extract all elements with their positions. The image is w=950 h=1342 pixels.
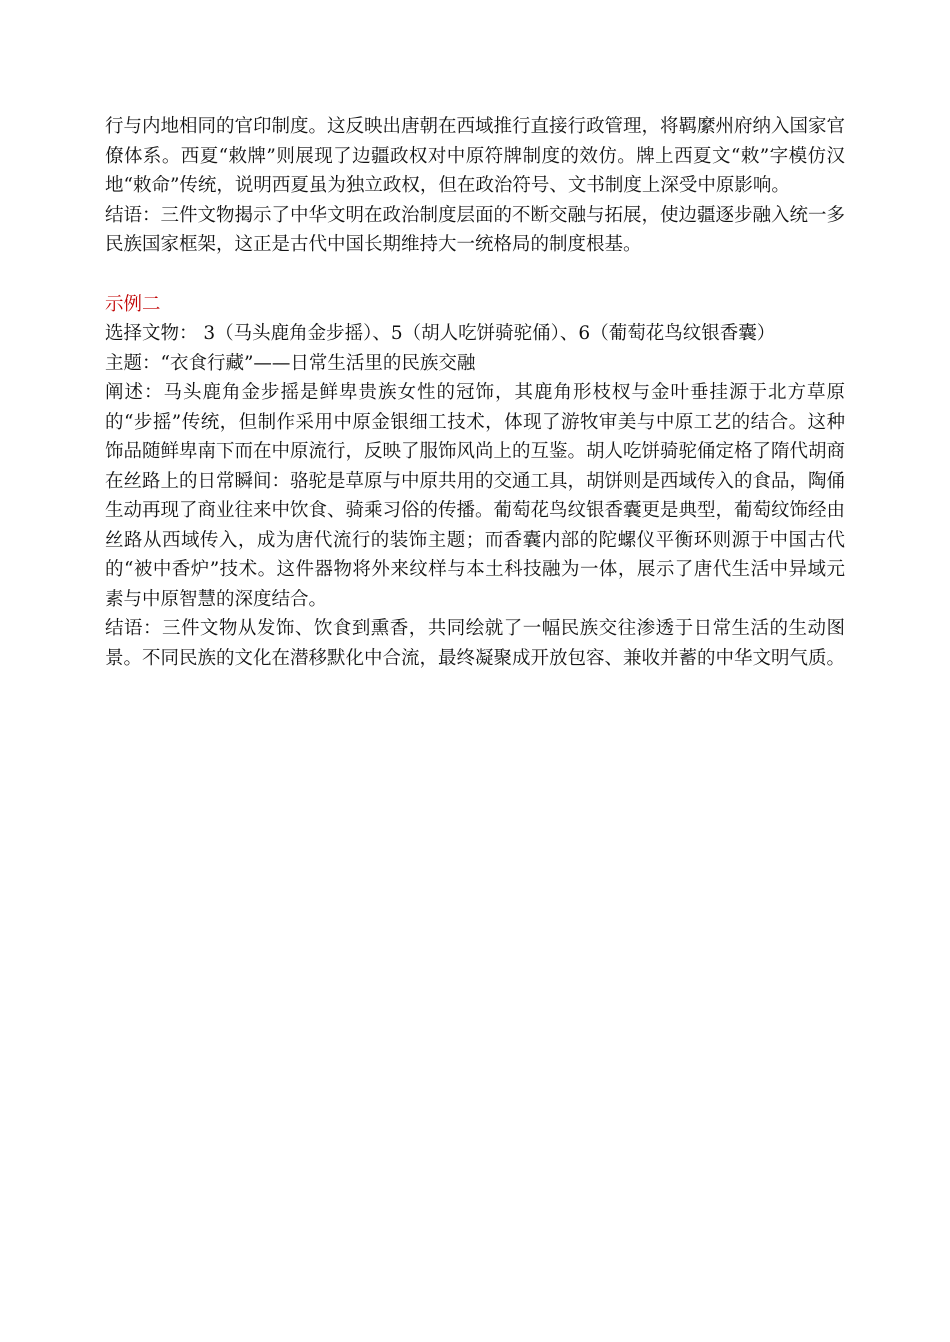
theme-line: 主题：“衣食行藏”——日常生活里的民族交融 (105, 352, 476, 374)
document-page (105, 112, 845, 673)
section2-conclusion: 结语：三件文物从发饰、饮食到熏香，共同绘就了一幅民族交往渗透于日常生活的生动图景。不同民族的文化在潜移默化中合流，最终凝聚成开放包容、兼收并蓄的中华文明气质。 (105, 618, 846, 669)
example-two-heading: 示例二 (105, 293, 161, 315)
section1-paragraph-continued: 行与内地相同的官印制度。这反映出唐朝在西域推行直接行政管理，将羁縻州府纳入国家官僚体系。西夏“敕牌”则展现了边疆政权对中原符牌制度的效仿。牌上西夏文“敕”字模仿汉地“敕命”传统，说明西夏虽为独立政权，但在政治符号、文书制度上深受中原影响。 (105, 116, 846, 196)
artifact-selection: 选择文物： 3（马头鹿角金步摇）、5（胡人吃饼骑驼俑）、6（葡萄花鸟纹银香囊） (105, 323, 776, 344)
section-spacer (105, 260, 845, 290)
elaboration-paragraph: 阐述：马头鹿角金步摇是鲜卑贵族女性的冠饰，其鹿角形枝杈与金叶垂挂源于北方草原的“步摇”传统，但制作采用中原金银细工技术，体现了游牧审美与中原工艺的结合。这种饰品随鲜卑南下而在中原流行，反映了服饰风尚上的互鉴。胡人吃饼骑驼俑定格了隋代胡商在丝路上的日常瞬间：骆驼是草原与中原共用的交通工具，胡饼则是西域传入的食品，陶俑生动再现了商业往来中饮食、骑乘习俗的传播。葡萄花鸟纹银香囊更是典型，葡萄纹饰经由丝路从西域传入，成为唐代流行的装饰主题；而香囊内部的陀螺仪平衡环则源于中国古代的“被中香炉”技术。这件器物将外来纹样与本土科技融为一体，展示了唐代生活中异域元素与中原智慧的深度结合。 (105, 382, 846, 610)
section1-conclusion: 结语：三件文物揭示了中华文明在政治制度层面的不断交融与拓展，使边疆逐步融入统一多民族国家框架，这正是古代中国长期维持大一统格局的制度根基。 (105, 204, 846, 255)
